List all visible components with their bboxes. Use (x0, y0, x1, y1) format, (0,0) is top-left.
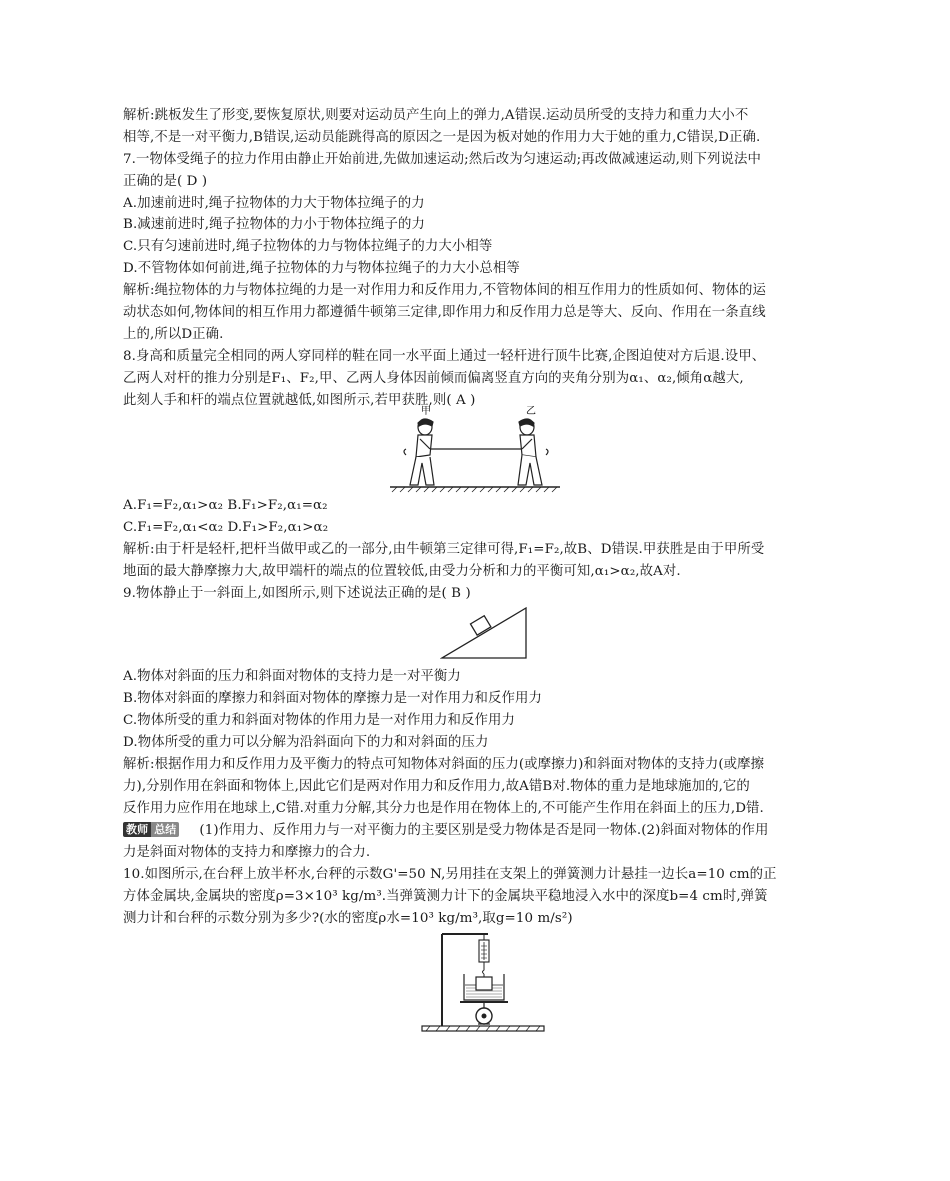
question-8-options: C.F₁=F₂,α₁<α₂ D.F₁>F₂,α₁>α₂ (123, 520, 329, 535)
incline-figure (440, 604, 530, 660)
label-yi: 乙 (526, 406, 536, 417)
question-10-stem: 10.如图所示,在台秤上放半杯水,台秤的示数G'=50 N,另用挂在支架上的弹簧测力计悬挂一边长a=10 cm的正 (123, 867, 777, 882)
option-b: B.物体对斜面的摩擦力和斜面对物体的摩擦力是一对作用力和反作用力 (123, 691, 543, 706)
option-a: A.加速前进时,绳子拉物体的力大于物体拉绳子的力 (123, 196, 425, 211)
analysis-line: 力),分别作用在斜面和物体上,因此它们是两对作用力和反作用力,故A错B对.物体的重力是地球施加的,它的 (123, 779, 750, 794)
option-c: C.只有匀速前进时,绳子拉物体的力与物体拉绳子的力大小相等 (123, 239, 493, 254)
text-line: 解析:跳板发生了形变,要恢复原状,则要对运动员产生向上的弹力,A错误.运动员所受的支持力和重力大小不 (123, 108, 749, 123)
question-8-stem: 乙两人对杆的推力分别是F₁、F₂,甲、乙两人身体因前倾而偏离竖直方向的夹角分别为α₁、α₂,倾角α越大, (123, 371, 744, 386)
option-d: D.不管物体如何前进,绳子拉物体的力与物体拉绳子的力大小总相等 (123, 261, 520, 276)
label-jia: 甲 (421, 406, 431, 417)
question-7-answer: 正确的是( D ) (123, 174, 208, 189)
question-8-options: A.F₁=F₂,α₁>α₂ B.F₁>F₂,α₁=α₂ (123, 498, 328, 513)
question-9-stem: 9.物体静止于一斜面上,如图所示,则下述说法正确的是( B ) (123, 586, 471, 601)
teacher-summary-text: 力是斜面对物体的支持力和摩擦力的合力. (123, 845, 371, 860)
question-8-stem: 8.身高和质量完全相同的两人穿同样的鞋在同一水平面上通过一轻杆进行顶牛比赛,企图迫使对方后退.设甲、 (123, 349, 766, 364)
question-7-stem: 7.一物体受绳子的拉力作用由静止开始前进,先做加速运动;然后改为匀速运动;再改做减速运动,则下列说法中 (123, 152, 761, 167)
question-8-stem: 此刻人手和杆的端点位置就越低,如图所示,若甲获胜,则( A ) (123, 393, 476, 408)
push-contest-figure (388, 405, 564, 493)
spring-scale-figure (420, 930, 546, 1034)
analysis-line: 解析:由于杆是轻杆,把杆当做甲或乙的一部分,由牛顿第三定律可得,F₁=F₂,故B、D错误.甲获胜是由于甲所受 (123, 542, 765, 557)
question-10-stem: 测力计和台秤的示数分别为多少?(水的密度ρ水=10³ kg/m³,取g=10 m/s²) (123, 911, 573, 926)
teacher-badge: 教师 (123, 822, 151, 837)
summary-badge: 总结 (151, 822, 179, 837)
teacher-summary-text: (1)作用力、反作用力与一对平衡力的主要区别是受力物体是否是同一物体.(2)斜面对物体的作用 (199, 823, 769, 838)
option-d: D.物体所受的重力可以分解为沿斜面向下的力和对斜面的压力 (123, 735, 489, 750)
analysis-line: 解析:绳拉物体的力与物体拉绳的力是一对作用力和反作用力,不管物体间的相互作用力的性质如何、物体的运 (123, 283, 767, 298)
option-c: C.物体所受的重力和斜面对物体的作用力是一对作用力和反作用力 (123, 713, 515, 728)
question-10-stem: 方体金属块,金属块的密度ρ=3×10³ kg/m³.当弹簧测力计下的金属块平稳地浸入水中的深度b=4 cm时,弹簧 (123, 889, 768, 904)
option-b: B.减速前进时,绳子拉物体的力小于物体拉绳子的力 (123, 217, 425, 232)
teacher-summary (123, 822, 833, 840)
analysis-line: 上的,所以D正确. (123, 327, 224, 342)
analysis-line: 地面的最大静摩擦力大,故甲端杆的端点的位置较低,由受力分析和力的平衡可知,α₁>α₂,故A对. (123, 564, 681, 579)
option-a: A.物体对斜面的压力和斜面对物体的支持力是一对平衡力 (123, 669, 461, 684)
analysis-line: 动状态如何,物体间的相互作用力都遵循牛顿第三定律,即作用力和反作用力总是等大、反向、作用在一条直线 (123, 305, 766, 320)
analysis-line: 解析:根据作用力和反作用力及平衡力的特点可知物体对斜面的压力(或摩擦力)和斜面对物体的支持力(或摩擦 (123, 757, 765, 772)
text-line: 相等,不是一对平衡力,B错误,运动员能跳得高的原因之一是因为板对她的作用力大于她的重力,C错误,D正确. (123, 130, 761, 145)
analysis-line: 反作用力应作用在地球上,C错.对重力分解,其分力也是作用在物体上的,不可能产生作用在斜面上的压力,D错. (123, 801, 764, 816)
